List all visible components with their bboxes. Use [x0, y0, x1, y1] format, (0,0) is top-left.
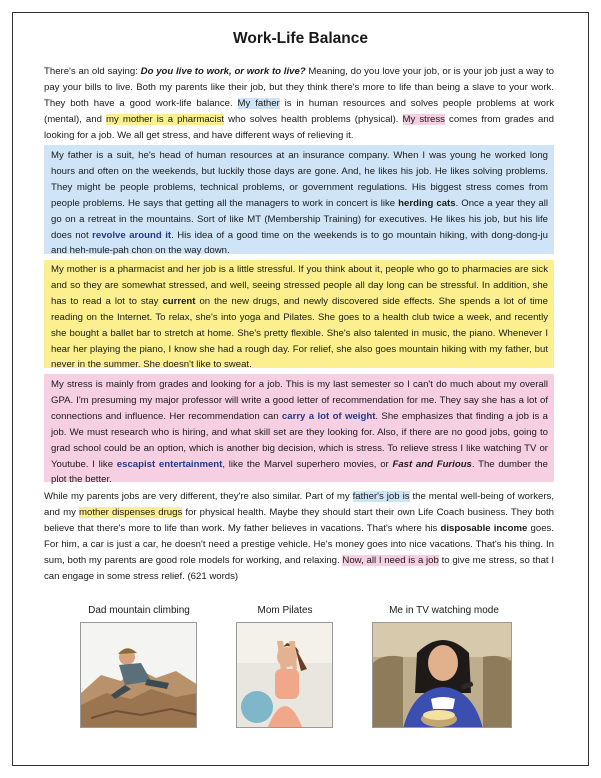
- vocab-carry-a-lot-of-weight: carry a lot of weight: [281, 410, 376, 422]
- photo-caption-me: Me in TV watching mode: [389, 605, 499, 616]
- idiom-herding-cats: herding cats: [398, 197, 456, 209]
- term-disposable-income: disposable income: [440, 522, 528, 534]
- vocab-escapist-entertainment: escapist entertainment: [116, 458, 223, 470]
- movie-title: Fast and Furious: [392, 458, 472, 470]
- mother-paragraph: My mother is a pharmacist and her job is a little stressful. If you think about it, people who go to pharmacies are sick and so they are somewhat stressed, and well, seeing stressed people all day long can be stressful. In addition, she has to read a lot to stay current on the new drugs, and newly discovered side effects. She spends a lot of time reading on the Internet. To relax, she's into yoga and Pilates. She goes to a health club twice a week, and recently she bought a ballet bar to stretch at home. She's pretty flexible. She's also talented in music, the piano. Whenever I hear her playing the piano, I know she had a rough day. For relief, she also goes mountain hiking with my father, but never in the summer. She doesn't like to sweat.: [51, 264, 548, 371]
- mother-drugs-mention: mother dispenses drugs: [79, 506, 183, 518]
- me-paragraph: My stress is mainly from grades and looking for a job. This is my last semester so I can't do much about my overall GPA. I'm presuming my major professor will write a good letter of recommendation for me. They say she has a lot of connections and influence. Her recommendation can carry a lot of weight. She emphasizes that finding a job is a job. We must research who is hiring, and what skill set are they looking for. Also, if there are no good jobs, going to grad school could be an option, which is another big decision, which is stress. To relieve stress I like watching TV or Youtube. I like escapist entertainment, like the Marvel superhero movies, or Fast and Furious. The dumber the plot the better.: [51, 379, 548, 486]
- photo-caption-mom: Mom Pilates: [257, 605, 313, 616]
- photo-caption-dad: Dad mountain climbing: [88, 605, 190, 616]
- father-mention: My father: [237, 97, 280, 109]
- me-tv-photo: [372, 622, 512, 728]
- father-paragraph: My father is a suit, he's head of human resources at an insurance company. When I was young he worked long hours and often on the weekends, but luckily those days are gone. And, he likes his job. He likes solving problems. They might be people problems, technical problems, or government regulations. His biggest stress comes from people problems. He says that getting all the managers to work in concert is like herding cats. Once a year they all go on a retreat in the mountains. Sort of like MT (Membership Training) for executives. He likes his job, but his life does not revolve around it. His idea of a good time on the weekends is to go mountain hiking, with dong-dong-ju and heh-mule-pah chon on the way down.: [51, 150, 548, 257]
- saying: Do you live to work, or work to live?: [140, 66, 306, 77]
- conclusion-paragraph: While my parents jobs are very different, they're also similar. Part of my father's job is the mental well-being of workers, and my mother dispenses drugs for physical health. Maybe they should start their own Life Coach business. They both believe that there's more to life than work. My father believes in vacations. That's where his disposable income goes. For him, a car is just a car, he doesn't need a prestige vehicle. He's money goes into nice vacations. That's his thing. In sum, both my parents are good role models for working, and relaxing. Now, all I need is a job to give me stress, so that I can engage in some stress relief. (621 words): [44, 491, 555, 582]
- father-job-mention: father's job is: [352, 491, 410, 502]
- page-title: Work-Life Balance: [233, 30, 368, 47]
- dad-climbing-photo: [80, 622, 197, 728]
- intro-paragraph: There's an old saying: Do you live to work, or work to live? Meaning, do you love your job, or is your job just a way to pay your bills to live. Both my parents like their job, but they think there's more to life than being a slave to your work. They both have a good work-life balance. My father is in human resources and solves people problems at work (mental), and my mother is a pharmacist who solves health problems (physical). My stress comes from grades and looking for a job. We all get stress, and have different ways of relieving it.: [44, 66, 554, 141]
- vocab-revolve-around-it: revolve around it: [92, 229, 172, 241]
- mother-mention: my mother is a pharmacist: [105, 113, 225, 125]
- me-mention: My stress: [402, 113, 445, 125]
- mom-pilates-photo: [236, 622, 333, 728]
- term-current: current: [162, 295, 196, 307]
- me-job-mention: Now, all I need is a job: [342, 554, 439, 566]
